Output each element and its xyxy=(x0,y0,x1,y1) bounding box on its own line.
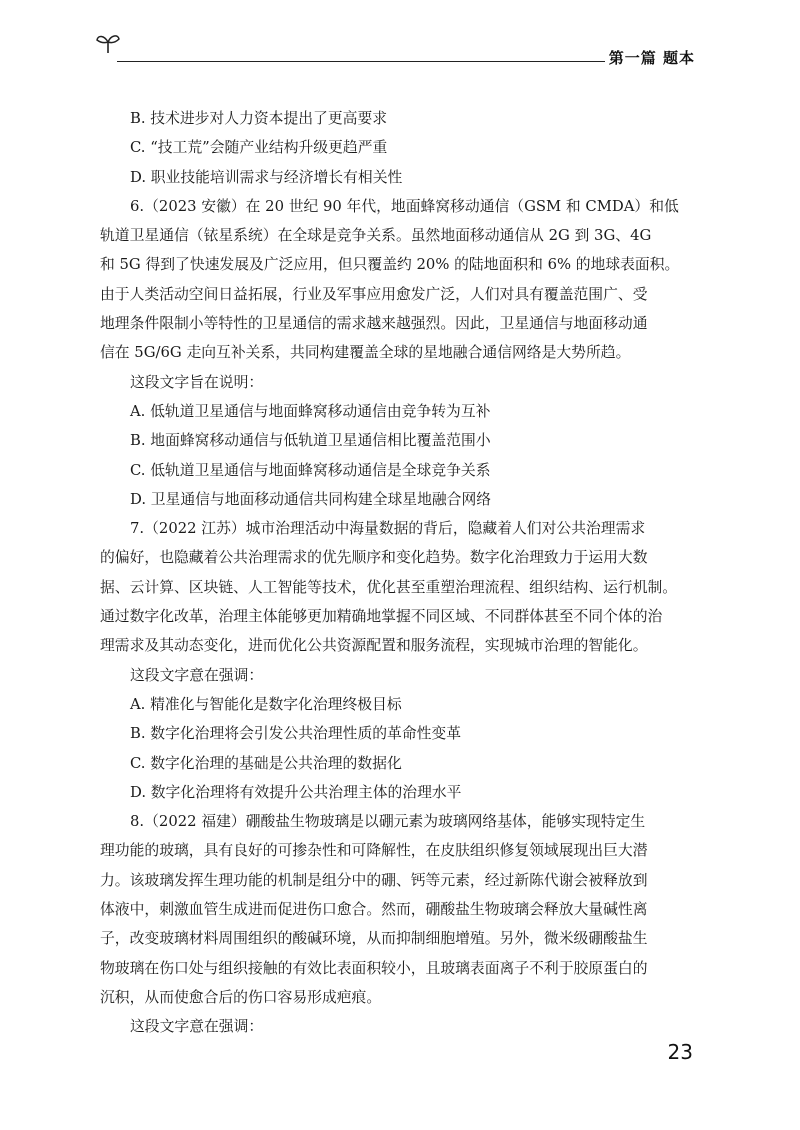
body-line: 物玻璃在伤口处与组织接触的有效比表面积较小，且玻璃表面离子不利于胶原蛋白的 xyxy=(100,959,648,977)
body-line: 的偏好，也隐藏着公共治理需求的优先顺序和变化趋势。数字化治理致力于运用大数 xyxy=(100,549,648,567)
body-line: 沉积，从而使愈合后的伤口容易形成疤痕。 xyxy=(100,988,382,1006)
option-line: 这段文字意在强调： xyxy=(130,666,264,684)
option-line: A. 精准化与智能化是数字化治理终极目标 xyxy=(130,695,402,713)
body-line: 由于人类活动空间日益拓展，行业及军事应用愈发广泛，人们对具有覆盖范围广、受 xyxy=(100,285,648,303)
body-line: 通过数字化改革，治理主体能够更加精确地掌握不同区域、不同群体甚至不同个体的治 xyxy=(100,608,663,626)
option-line: 这段文字旨在说明： xyxy=(130,373,264,391)
option-line: C. 低轨道卫星通信与地面蜂窝移动通信是全球竞争关系 xyxy=(130,461,491,479)
section-title: 第一篇 题本 xyxy=(608,49,695,67)
header-rule xyxy=(117,61,605,62)
option-line: B. 数字化治理将会引发公共治理性质的革命性变革 xyxy=(130,725,462,743)
body-line: 轨道卫星通信（铱星系统）在全球是竞争关系。虽然地面移动通信从 2G 到 3G、4G xyxy=(100,227,652,245)
option-line: B. 技术进步对人力资本提出了更高要求 xyxy=(130,110,388,127)
option-line: D. 卫星通信与地面移动通信共同构建全球星地融合网络 xyxy=(130,490,492,508)
sprout-icon xyxy=(95,32,121,54)
page-body xyxy=(100,104,693,1042)
option-line: C. “技工荒”会随产业结构升级更趋严重 xyxy=(130,139,388,157)
question-first-line: 8.（2022 福建）硼酸盐生物玻璃是以硼元素为玻璃网络基体，能够实现特定生 xyxy=(130,813,646,831)
question-first-line: 7.（2022 江苏）城市治理活动中海量数据的背后，隐藏着人们对公共治理需求 xyxy=(130,520,646,538)
option-line: D. 数字化治理将有效提升公共治理主体的治理水平 xyxy=(130,783,462,801)
body-line: 据、云计算、区块链、人工智能等技术，优化甚至重塑治理流程、组织结构、运行机制。 xyxy=(100,578,678,596)
option-line: 这段文字意在强调： xyxy=(130,1018,264,1036)
running-header xyxy=(95,30,695,70)
option-line: A. 低轨道卫星通信与地面蜂窝移动通信由竞争转为互补 xyxy=(130,402,491,420)
body-line: 和 5G 得到了快速发展及广泛应用，但只覆盖约 20% 的陆地面积和 6% 的地球表面积。 xyxy=(100,256,680,274)
body-line: 子，改变玻璃材料周围组织的酸碱环境，从而抑制细胞增殖。另外，微米级硼酸盐生 xyxy=(100,930,648,948)
option-line: C. 数字化治理的基础是公共治理的数据化 xyxy=(130,754,402,772)
page-number: 23 xyxy=(667,1040,693,1064)
body-line: 理需求及其动态变化，进而优化公共资源配置和服务流程，实现城市治理的智能化。 xyxy=(100,637,648,655)
body-line: 理功能的玻璃，具有良好的可掺杂性和可降解性，在皮肤组织修复领域展现出巨大潜 xyxy=(100,842,648,860)
option-line: B. 地面蜂窝移动通信与低轨道卫星通信相比覆盖范围小 xyxy=(130,432,491,450)
option-line: D. 职业技能培训需求与经济增长有相关性 xyxy=(130,168,403,186)
question-first-line: 6.（2023 安徽）在 20 世纪 90 年代，地面蜂窝移动通信（GSM 和 CMDA）和低 xyxy=(130,197,679,215)
body-line: 地理条件限制小等特性的卫星通信的需求越来越强烈。因此，卫星通信与地面移动通 xyxy=(100,315,648,333)
body-line: 信在 5G/6G 走向互补关系，共同构建覆盖全球的星地融合通信网络是大势所趋。 xyxy=(100,344,631,362)
body-line: 力。该玻璃发挥生理功能的机制是组分中的硼、钙等元素，经过新陈代谢会被释放到 xyxy=(100,871,648,889)
body-line: 体液中，刺激血管生成进而促进伤口愈合。然而，硼酸盐生物玻璃会释放大量碱性离 xyxy=(100,901,648,919)
